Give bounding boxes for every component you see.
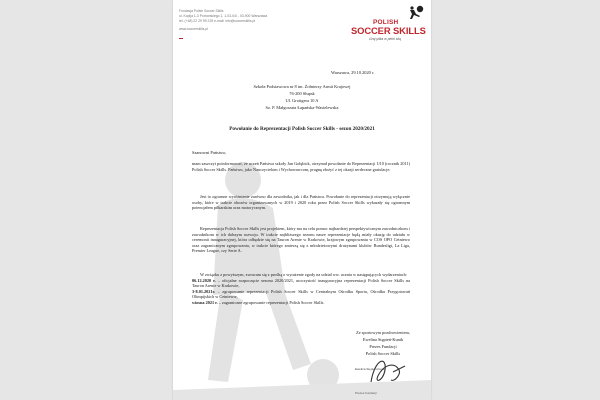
event-3-text: – zagraniczne zgrupowanie reprezentacji Polish Soccer Skills. — [217, 299, 325, 305]
stamp-role: Prezes Fundacji — [355, 391, 377, 395]
paragraph-2-text: Jest to ogromne wyróżnienie zarówno dla zawodnika, jak i dla Państwa. Powołanie do reprezentacji otrzymują wyłącznie osoby, które w trakcie obozów organizowanych w 2019 i 2020 roku przez Polish Soccer Skills wykazały się ogromnym potencjałem piłkarskim oraz motorycznym. — [192, 194, 410, 211]
event-2-date: 3-8.01.2021r. — [192, 288, 216, 294]
org-address-line: ul. Kopija 1-3 Pomorskiego 1, 1-03-04/ - 03-900 Warszawa — [179, 14, 268, 18]
stamp-name: Ewelina Stępień-Kunik — [355, 367, 386, 371]
soccer-kick-icon — [407, 4, 425, 22]
signature-closing: Ze sportowym pozdrowieniem, — [356, 330, 410, 335]
recipient-street: Ul. Grottgera 10 A — [285, 98, 319, 103]
paragraph-1-text: mam zaszczyt poinformować, że uczeń Państwa szkoły Jan Gołębick, otrzymał powołanie do Reprezentacji U10 (rocznik 2011) Polish Soccer Skills. Państwu, jako Nauczycielom i Wychowawcom, pragnę złożyć z tej okazji serdeczne gratulacje. — [192, 161, 410, 172]
signature-role: Prezes Fundacji — [369, 344, 397, 349]
paragraph-4 — [192, 272, 410, 306]
header-accent-bar — [179, 38, 183, 39]
event-1 — [192, 278, 410, 289]
letter-greeting: Szanowni Państwo, — [192, 150, 227, 155]
paragraph-3-text: Reprezentacja Polish Soccer Skills jest projektem, który ma na celu pomoc najbardziej perspektywicznym zawodniczkom i zawodnikom w ich dalszym rozwoju. W trakcie najbliższego sezonu nasze reprezentacje będą miały okazję do udziału w ceremonii inauguracyjnej, która odbędzie się na Tauron Arenie w Krakowie, krajowym zgrupowaniu w COS OPO Cetniewo oraz zagranicznym zgrupowaniu, w trakcie którego zmierzą się z młodzieżowymi drużynami klubów Bundesligi, La Liga, Premier League, czy Serie A. — [192, 226, 410, 254]
event-2-text: – zgrupowanie reprezentacji Polish Soccer Skills w Centralnym Ośrodku Sportu, Ośrodku Przygotowań Olimpijskich w Cetniewie, — [192, 288, 410, 300]
signature-org: Polish Soccer Skills — [365, 351, 401, 356]
paragraph-3 — [192, 226, 410, 254]
event-3 — [192, 300, 410, 306]
signature-name: Ewelina Stępień-Kunik — [362, 337, 404, 342]
recipient-postcode: 76-200 Słupsk — [289, 91, 315, 96]
logo-text-polish: POLISH — [373, 19, 399, 26]
logo-tagline: Graj piłka w pełni siłą — [369, 37, 401, 41]
event-1-text: – oficjalne rozpoczęcie sezonu 2020/2021, uroczystość inauguracyjna reprezentacji Polish Soccer Skills na Tauron Arenie w Krakowie, — [192, 277, 410, 289]
letter-title: Powołanie do Reprezentacji Polish Soccer Skills - sezon 2020/2021 — [229, 126, 375, 132]
event-2 — [192, 289, 410, 300]
recipient-person: Sz. P. Małgorzata Łapańska-Wasielewska — [265, 105, 339, 110]
event-3-date: wiosna 2021 r. — [192, 299, 218, 305]
letter-date: Warszawa, 29.10.2020 r. — [331, 70, 375, 75]
org-contact-line: tel. (+48) 22 29 99 225 e-mail: info@soccerskills.pl — [179, 19, 256, 23]
recipient-school: Szkoła Podstawowa nr 8 im. Żołnierzy Armii Krajowej — [253, 84, 351, 89]
signature-stamp — [351, 350, 415, 398]
letter-page — [173, 0, 431, 400]
handwritten-signature — [365, 352, 409, 392]
paragraph-2 — [192, 194, 410, 211]
org-name-line: Fundacja Polish Soccer Skills — [179, 9, 224, 13]
paragraph-1 — [192, 161, 410, 172]
logo-text-soccer-skills: SOCCER SKILLS — [351, 25, 426, 36]
paragraph-4-intro: W związku z powyższym, zwracam się z prośbą o wyrażenie zgody na udział ww. ucznia w następujących wydarzeniach: — [200, 272, 407, 277]
polish-soccer-skills-logo — [351, 3, 427, 45]
org-website-line: www.soccerskills.pl — [179, 27, 209, 31]
event-1-date: 06.12.2020 r. — [192, 277, 216, 283]
